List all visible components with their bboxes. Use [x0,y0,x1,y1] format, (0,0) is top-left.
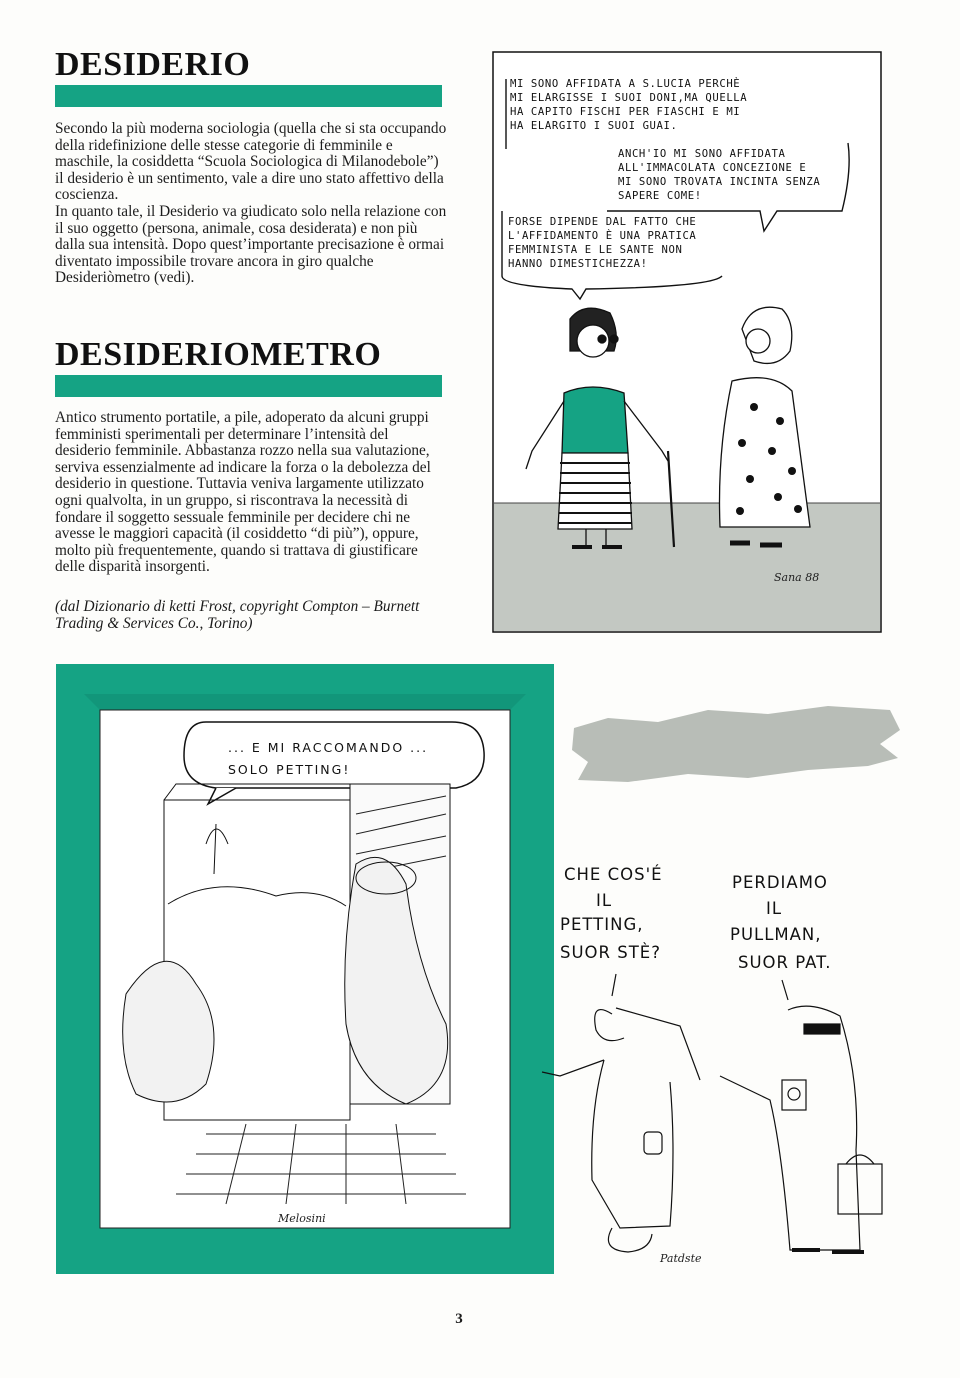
cartoon-saints [492,51,882,633]
desideriometro-title: DESIDERIOMETRO [55,336,382,373]
desideriometro-accent-bar [55,375,442,397]
speech-2-line-4: SAPERE COME! [618,190,702,202]
speech-right [730,873,834,972]
speech-2-line-1: ANCH'IO MI SONO AFFIDATA [618,148,786,160]
cartoon-nuns [520,850,920,1280]
speech-left-line-3: PETTING, [560,915,644,934]
speech-left [560,865,669,962]
desiderio-accent-bar [55,85,442,107]
speech-right-line-1: PERDIAMO [732,873,828,892]
cartoon-1-signature: Sana 88 [774,571,820,584]
speech-right-line-2: IL [766,899,783,918]
speech-right-line-4: SUOR PAT. [738,953,832,972]
speech-left-line-4: SUOR STÈ? [560,943,661,962]
cartoon-2-signature: Melosini [278,1212,326,1225]
page-number: 3 [455,1311,463,1327]
desiderio-paragraph-2: In quanto tale, il Desiderio va giudicato solo nella relazione con il suo oggetto (persona, animale, cosa desiderata) e non più dalla sua intensità. Dopo quest’importante precisazione è ormai diventato impossibile trovare ancora in giro qualche Desideriòmetro (vedi). [55,202,447,287]
desiderio-title: DESIDERIO [55,46,251,83]
desiderio-paragraph-1: Secondo la più moderna sociologia (quella che si sta occupando della ridefinizione delle stesse categorie di femminile e maschile, la cosiddetta “Scuola Sociologica di Milanodebole”) il desiderio è un sentimento, vale a dire uno stato affettivo della coscienza. [55,120,447,204]
cartoon-annunciation [56,664,554,1274]
nuns-figures [542,974,882,1252]
annunciation-line-2: SOLO PETTING! [228,762,351,777]
speech-3-line-3: FEMMINISTA E LE SANTE NON [508,244,683,256]
annunciation-line-1: ... E MI RACCOMANDO ... [228,740,429,755]
cartoon-3-signature: Patdste [660,1252,702,1265]
speech-1-line-4: HA ELARGITO I SUOI GUAI. [510,120,678,132]
speech-3-line-4: HANNO DIMESTICHEZZA! [508,258,648,270]
speech-3-line-1: FORSE DIPENDE DAL FATTO CHE [508,216,697,228]
speech-left-line-2: IL [596,891,613,910]
speech-1-line-1: MI SONO AFFIDATA A S.LUCIA PERCHÈ [510,78,741,90]
speech-1-line-2: MI ELARGISSE I SUOI DONI,MA QUELLA [510,92,748,104]
speech-left-line-1: CHE COS'É [564,865,663,884]
desideriometro-body [55,410,447,576]
desideriometro-source: (dal Dizionario di ketti Frost, copyright Compton – Burnett Trading & Services Co., Torino) [55,598,420,632]
desideriometro-paragraph-1: Antico strumento portatile, a pile, adoperato da alcuni gruppi femministi sperimentali per determinare l’intensità del desiderio femminile. Abbastanza rozzo nella sua valutazione, serviva essenzialmente ad indicare la forza o la debolezza del desiderio in questione. Tuttavia veniva largamente utilizzato ogni qualvolta, in un gruppo, si riscontrava la necessità di fondare il soggetto sessuale femminile per decidere chi ne avesse le maggiori capacità (il cosiddetto “di più”), oppure, molto più frequentemente, quando si trattava di giustificare delle disparità insorgenti. [55,409,431,576]
speech-3-line-2: L'AFFIDAMENTO È UNA PRATICA [508,230,697,242]
speech-right-line-3: PULLMAN, [730,925,822,944]
speech-2-line-2: ALL'IMMACOLATA CONCEZIONE E [618,162,807,174]
speech-2-line-3: MI SONO TROVATA INCINTA SENZA [618,176,821,188]
speech-1-line-3: HA CAPITO FISCHI PER FIASCHI E MI [510,106,741,118]
desiderio-body [55,121,447,287]
gray-brush-smear [568,700,908,790]
